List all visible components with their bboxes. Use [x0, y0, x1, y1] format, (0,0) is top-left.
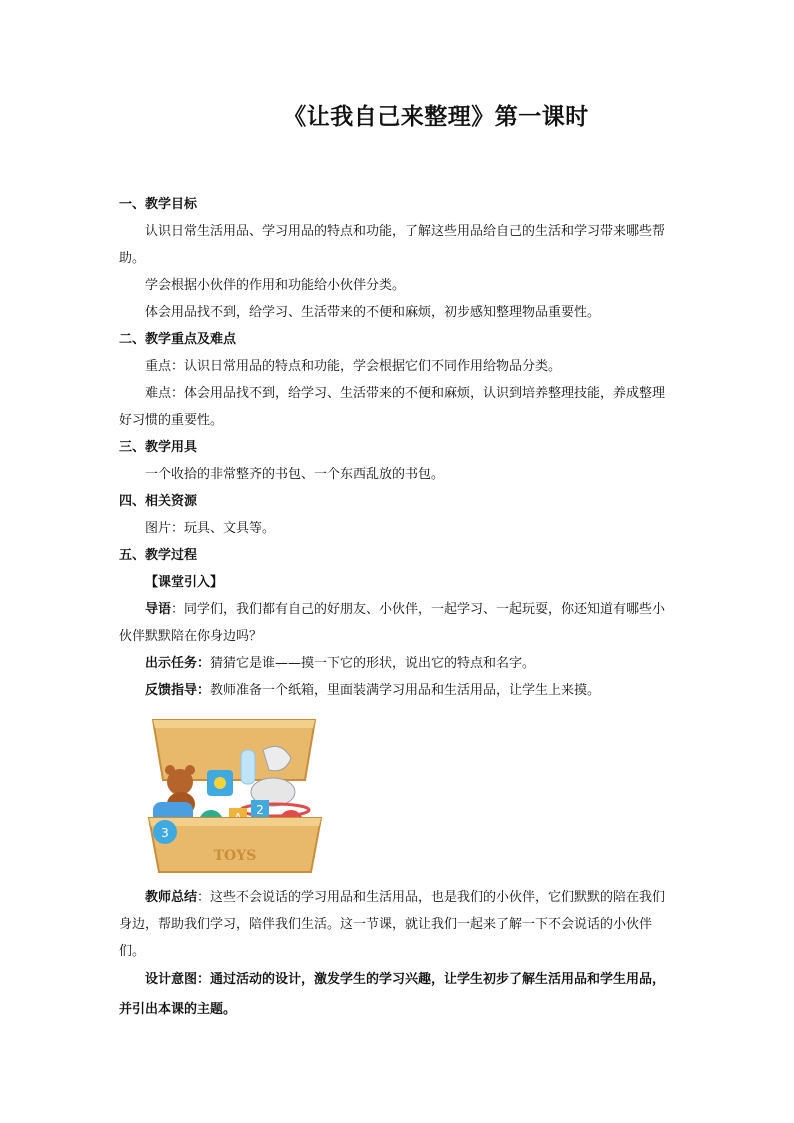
box-label: TOYS	[213, 848, 257, 864]
block-number: 2	[256, 803, 264, 817]
subheading-intro: 【课堂引入】	[145, 575, 224, 590]
duck-icon	[214, 777, 226, 789]
lead-label: 反馈指导：	[145, 683, 211, 698]
section-heading-process: 五、教学过程	[119, 548, 198, 563]
paragraph-summary	[119, 884, 675, 965]
section-heading-tools: 三、教学用具	[119, 440, 198, 455]
section-heading-resources: 四、相关资源	[119, 494, 198, 509]
paragraph-design-intent: 设计意图：通过活动的设计，激发学生的学习兴趣，让学生初步了解生活用品和学生用品，并引出本课的主题。	[119, 972, 666, 1017]
paragraph: 体会用品找不到，给学习、生活带来的不便和麻烦，初步感知整理物品重要性。	[145, 305, 601, 320]
paragraph: 认识日常生活用品、学习用品的特点和功能，了解这些用品给自己的生活和学习带来哪些帮助。	[119, 224, 666, 266]
section-heading-key-points: 二、教学重点及难点	[119, 332, 237, 347]
box-lid-rim	[153, 720, 315, 728]
teddy-bear-ear	[165, 765, 175, 775]
paragraph-text: ：这些不会说话的学习用品和生活用品，也是我们的小伙伴，它们默默的陪在我们身边，帮助我们学习，陪伴我们生活。这一节课，就让我们一起来了解一下不会说话的小伙伴们。	[119, 890, 666, 959]
paragraph-text: ：同学们，我们都有自己的好朋友、小伙伴，一起学习、一起玩耍，你还知道有哪些小伙伴默默陪在你身边吗？	[119, 602, 666, 644]
baby-bottle	[241, 750, 255, 784]
section-heading-goals: 一、教学目标	[119, 197, 198, 212]
paragraph-task	[119, 650, 675, 677]
paragraph-guide	[119, 596, 675, 650]
paragraph: 难点：体会用品找不到，给学习、生活带来的不便和麻烦，认识到培养整理技能，养成整理好习惯的重要性。	[119, 386, 666, 428]
page-title: 《让我自己来整理》第一课时	[283, 103, 589, 130]
block-number: 3	[161, 826, 169, 840]
toy-box-illustration	[145, 710, 325, 878]
paragraph: 图片：玩具、文具等。	[145, 521, 276, 536]
box-front-rim	[149, 818, 321, 826]
teddy-bear-ear	[185, 765, 195, 775]
toy-box-image	[145, 710, 325, 878]
paragraph: 一个收拾的非常整齐的书包、一个东西乱放的书包。	[145, 467, 445, 482]
paragraph-text: 猜猜它是谁——摸一下它的形状，说出它的特点和名字。	[210, 656, 536, 671]
paragraph-text: 教师准备一个纸箱，里面装满学习用品和生活用品，让学生上来摸。	[210, 683, 601, 698]
paragraph-feedback	[119, 677, 675, 704]
lead-label: 导语	[145, 602, 172, 617]
paragraph: 学会根据小伙伴的作用和功能给小伙伴分类。	[145, 278, 406, 293]
lead-label: 出示任务：	[145, 656, 211, 671]
paragraph: 重点：认识日常用品的特点和功能，学会根据它们不同作用给物品分类。	[145, 359, 562, 374]
lead-label: 教师总结	[145, 890, 198, 905]
document-body	[119, 191, 675, 1025]
